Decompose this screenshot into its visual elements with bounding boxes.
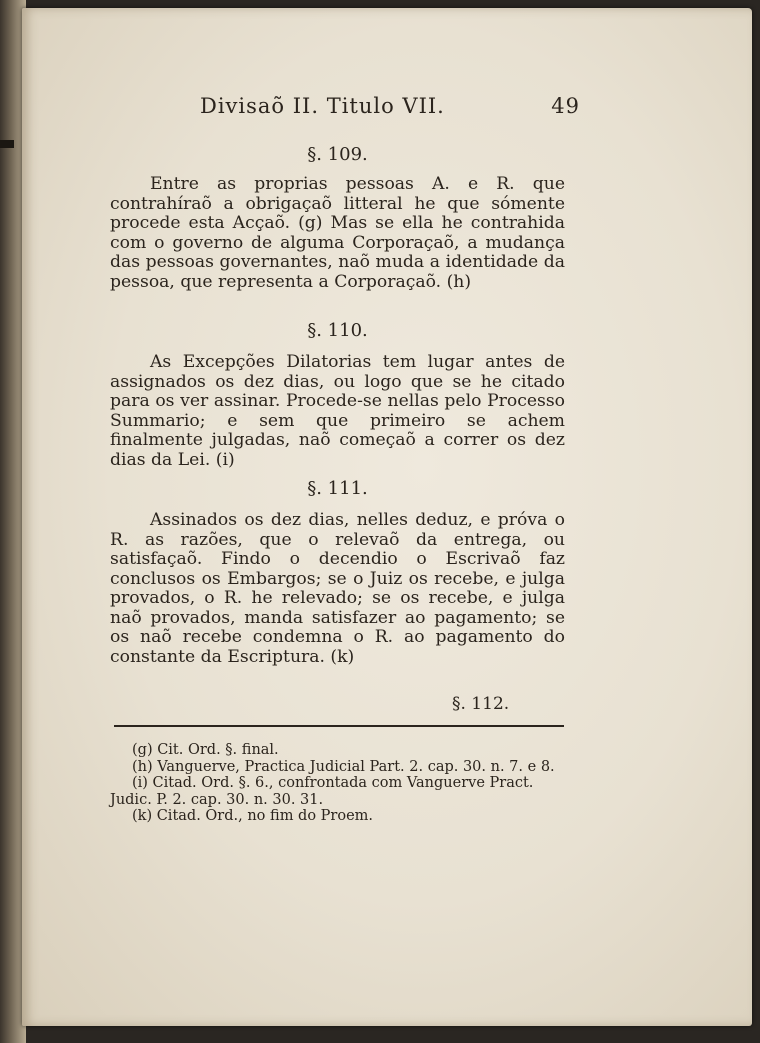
footnote-rule xyxy=(114,725,564,727)
section-paragraph: Entre as proprias pessoas A. e R. que contrahíraõ a obrigaçaõ litteral he que sómente procede esta Acçaõ. (g) Mas se ella he contrahida com o governo de alguma Corporaçaõ, a mudança das pessoas governantes, naõ muda a identidade da pessoa, que representa a Corporaçaõ. (h) xyxy=(110,174,565,292)
page-number: 49 xyxy=(551,94,580,118)
book-page xyxy=(22,8,752,1026)
section-111 xyxy=(110,478,565,667)
running-title: Divisaõ II. Titulo VII. xyxy=(200,94,445,118)
section-110 xyxy=(110,320,565,470)
footnote-g: (g) Cit. Ord. §. final. xyxy=(132,742,279,758)
footnote-k: (k) Citad. Ord., no fim do Proem. xyxy=(132,808,374,824)
catchword: §. 112. xyxy=(452,694,510,714)
section-heading: §. 109. xyxy=(307,144,368,165)
footnote-h: (h) Vanguerve, Practica Judicial Part. 2. cap. 30. n. 7. e 8. xyxy=(132,758,555,775)
footnote-i: (i) Citad. Ord. §. 6., confrontada com Vanguerve Pract. Judic. P. 2. cap. 30. n. 30. 31. xyxy=(110,775,534,808)
section-heading: §. 111. xyxy=(307,478,368,499)
section-109 xyxy=(110,144,565,292)
section-heading: §. 110. xyxy=(307,320,368,341)
section-paragraph: As Excepções Dilatorias tem lugar antes de assignados os dez dias, ou logo que se he citado para os ver assinar. Procede-se nellas pelo Processo Summario; e sem que primeiro se achem finalmente julgadas, naõ começaõ a correr os dez dias da Lei. (i) xyxy=(110,352,565,470)
footnotes xyxy=(110,742,565,825)
binding-thread-mark xyxy=(0,140,14,148)
running-header xyxy=(200,94,580,118)
section-paragraph: Assinados os dez dias, nelles deduz, e próva o R. as razões, que o relevaõ da entrega, ou satisfaçaõ. Findo o decendio o Escrivaõ faz conclusos os Embargos; se o Juiz os recebe, e julga provados, o R. he relevado; se os recebe, e julga naõ provados, manda satisfazer ao pagamento; se os naõ recebe condemna o R. ao pagamento do constante da Escriptura. (k) xyxy=(110,510,565,667)
